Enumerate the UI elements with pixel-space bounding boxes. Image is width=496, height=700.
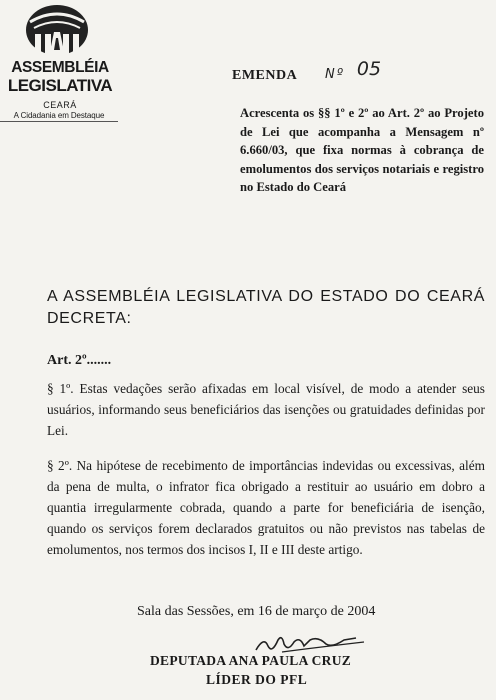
logo-text-line2: LEGISLATIVA (7, 76, 113, 95)
paragraph-2: § 2º. Na hipótese de recebimento de importâncias indevidas ou excessivas, além da pena de multa, o infrator fica obrigado a restituir ao usuário em dobro a quantia irregularmente cobrada, quando a parte for beneficiária de isenção, quando os serviços forem declarados gratuitos ou não previstos nas tabelas de emolumentos, nos termos dos incisos I, II e III deste artigo. (47, 458, 485, 557)
logo-text-line1: ASSEMBLÉIA (11, 59, 109, 76)
emenda-number-handwritten (325, 58, 381, 80)
ementa-summary: Acrescenta os §§ 1º e 2º ao Art. 2º ao Projeto de Lei que acompanha a Mensagem nº 6.660/03, que fixa normas à cobrança de emolumentos dos serviços notariais e registro no Estado do Ceará (240, 106, 484, 194)
emenda-title: EMENDA (232, 68, 298, 83)
logo-state: CEARÁ (43, 100, 77, 110)
emenda-number-value: 05 (356, 58, 382, 80)
emenda-number-label: Nº (325, 67, 345, 82)
paragraph-1: § 1º. Estas vedações serão afixadas em local visível, de modo a atender seus usuários, informando seus beneficiários das isenções ou gratuidades definidas por Lei. (47, 381, 485, 438)
assembly-logo (0, 4, 120, 136)
signer-name: DEPUTADA ANA PAULA CRUZ (150, 653, 352, 668)
logo-slogan: A Cidadania em Destaque (0, 111, 118, 122)
signer-role: LÍDER DO PFL (206, 672, 308, 687)
article-heading: Art. 2º....... (47, 353, 112, 368)
place-date: Sala das Sessões, em 16 de março de 2004 (137, 604, 376, 619)
decreta-heading: A ASSEMBLÉIA LEGISLATIVA DO ESTADO DO CEARÁ DECRETA: (47, 288, 485, 327)
assembly-emblem-icon (24, 4, 90, 60)
